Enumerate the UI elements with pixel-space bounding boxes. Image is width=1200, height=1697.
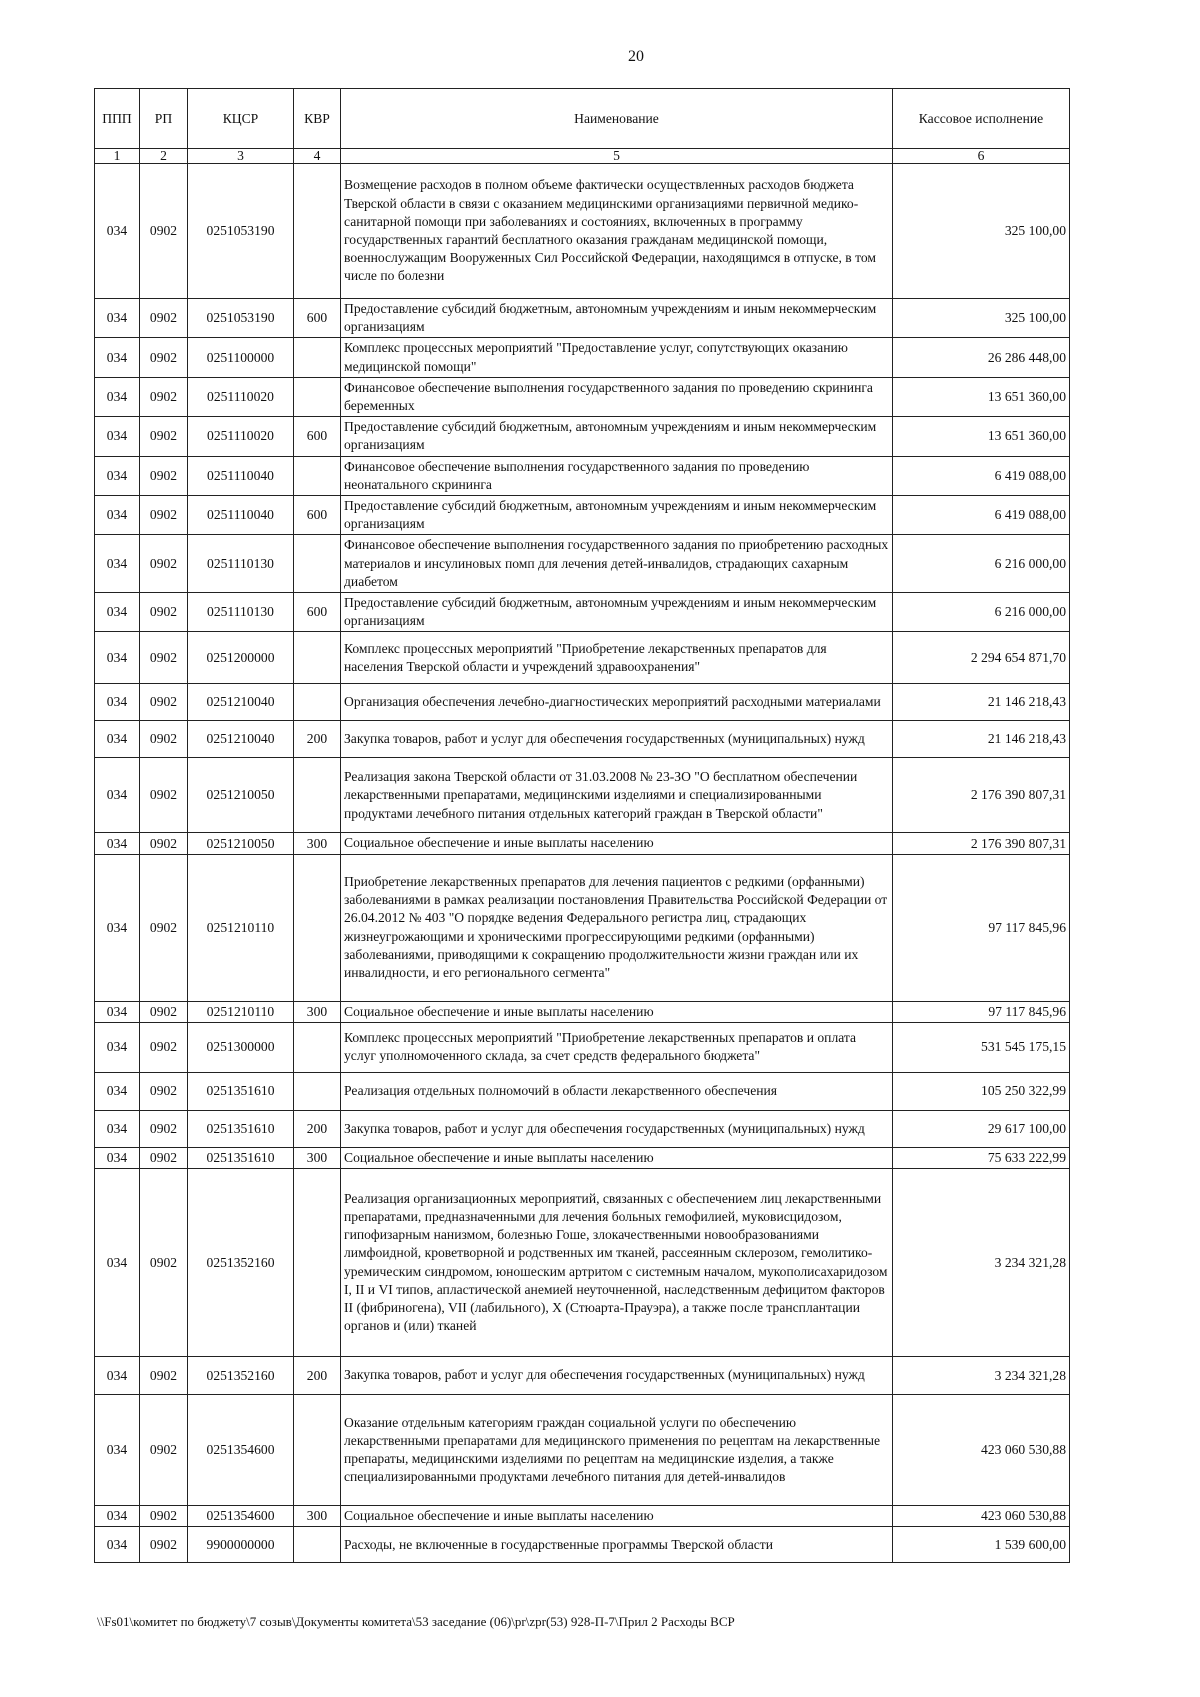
cell-name: Комплекс процессных мероприятий "Приобретение лекарственных препаратов и оплата услуг уполномоченного склада, за счет средств федерального бюджета": [341, 1022, 893, 1072]
table-row: [95, 535, 1070, 593]
cell-amount: 6 216 000,00: [893, 535, 1070, 593]
cell-kvr: [294, 1527, 341, 1563]
cell-kcsr: 0251351610: [188, 1072, 294, 1110]
cell-ppp: 034: [95, 1506, 140, 1527]
cell-name: Предоставление субсидий бюджетным, автономным учреждениям и иным некоммерческим организациям: [341, 417, 893, 456]
table-row: [95, 758, 1070, 833]
cell-ppp: 034: [95, 496, 140, 535]
cell-name: Финансовое обеспечение выполнения государственного задания по проведению неонатального скрининга: [341, 456, 893, 495]
cell-rp: 0902: [140, 721, 188, 758]
cell-name: Оказание отдельным категориям граждан социальной услуги по обеспечению лекарственными препаратами для медицинского применения по рецептам на лекарственные препараты, медицинскими изделиями по рецептам на медицинские изделия, а также специализированными продуктами лечебного питания для детей-инвалидов: [341, 1395, 893, 1506]
cell-name: Реализация организационных мероприятий, связанных с обеспечением лиц лекарственными препаратами, предназначенными для лечения больных гемофилией, муковисцидозом, гипофизарным нанизмом, болезнью Гоше, злокачественными новообразованиями лимфоидной, кроветворной и родственных им тканей, рассеянным склерозом, гемолитико-уремическим синдромом, юношеским артритом с системным началом, мукополисахаридозом I, II и VI типов, апластической анемией неуточненной, наследственным дефицитом факторов II (фибриногена), VII (лабильного), X (Стюарта-Прауэра), а также после трансплантации органов и (или) тканей: [341, 1169, 893, 1357]
cell-amount: 1 539 600,00: [893, 1527, 1070, 1563]
table-row: [95, 684, 1070, 721]
cell-kcsr: 0251354600: [188, 1395, 294, 1506]
cell-kcsr: 0251110040: [188, 496, 294, 535]
cell-kcsr: 0251351610: [188, 1110, 294, 1147]
cell-amount: 21 146 218,43: [893, 684, 1070, 721]
cell-kcsr: 0251210040: [188, 721, 294, 758]
cell-kcsr: 0251210040: [188, 684, 294, 721]
column-index: 6: [893, 149, 1070, 164]
header-amount: Кассовое исполнение: [893, 89, 1070, 149]
cell-rp: 0902: [140, 1110, 188, 1147]
cell-rp: 0902: [140, 1147, 188, 1168]
cell-kvr: 600: [294, 496, 341, 535]
cell-kvr: [294, 854, 341, 1001]
cell-rp: 0902: [140, 299, 188, 338]
cell-amount: 325 100,00: [893, 164, 1070, 299]
column-index: 5: [341, 149, 893, 164]
cell-amount: 29 617 100,00: [893, 1110, 1070, 1147]
table-row: [95, 456, 1070, 495]
cell-amount: 3 234 321,28: [893, 1357, 1070, 1395]
cell-kvr: [294, 535, 341, 593]
cell-kcsr: 9900000000: [188, 1527, 294, 1563]
cell-kvr: 300: [294, 1147, 341, 1168]
cell-kcsr: 0251110130: [188, 593, 294, 632]
cell-rp: 0902: [140, 854, 188, 1001]
cell-name: Комплекс процессных мероприятий "Приобретение лекарственных препаратов для населения Тверской области и учреждений здравоохранения": [341, 632, 893, 684]
cell-kvr: 200: [294, 1357, 341, 1395]
cell-kvr: [294, 632, 341, 684]
cell-kvr: [294, 1169, 341, 1357]
cell-ppp: 034: [95, 338, 140, 377]
cell-name: Социальное обеспечение и иные выплаты населению: [341, 1001, 893, 1022]
column-index-row: [95, 149, 1070, 164]
table-row: [95, 338, 1070, 377]
table-row: [95, 1395, 1070, 1506]
cell-kvr: 200: [294, 1110, 341, 1147]
cell-name: Расходы, не включенные в государственные программы Тверской области: [341, 1527, 893, 1563]
cell-name: Предоставление субсидий бюджетным, автономным учреждениям и иным некоммерческим организациям: [341, 593, 893, 632]
footer-file-path: \\Fs01\комитет по бюджету\7 созыв\Документы комитета\53 заседание (06)\pr\zpr(53) 928-П-7\Прил 2 Расходы ВСР: [97, 1614, 735, 1629]
cell-kvr: 600: [294, 417, 341, 456]
cell-amount: 97 117 845,96: [893, 854, 1070, 1001]
table-row: [95, 1169, 1070, 1357]
cell-name: Предоставление субсидий бюджетным, автономным учреждениям и иным некоммерческим организациям: [341, 496, 893, 535]
cell-name: Предоставление субсидий бюджетным, автономным учреждениям и иным некоммерческим организациям: [341, 299, 893, 338]
cell-rp: 0902: [140, 1169, 188, 1357]
cell-name: Социальное обеспечение и иные выплаты населению: [341, 833, 893, 854]
table-row: [95, 164, 1070, 299]
table-row: [95, 1357, 1070, 1395]
cell-kvr: [294, 1395, 341, 1506]
table-row: [95, 1001, 1070, 1022]
cell-kcsr: 0251210110: [188, 1001, 294, 1022]
cell-rp: 0902: [140, 1357, 188, 1395]
cell-amount: 3 234 321,28: [893, 1169, 1070, 1357]
cell-kvr: [294, 456, 341, 495]
cell-kcsr: 0251300000: [188, 1022, 294, 1072]
table-row: [95, 377, 1070, 416]
cell-rp: 0902: [140, 632, 188, 684]
cell-amount: 6 419 088,00: [893, 456, 1070, 495]
cell-name: Организация обеспечения лечебно-диагностических мероприятий расходными материалами: [341, 684, 893, 721]
cell-kcsr: 0251110040: [188, 456, 294, 495]
header-rp: РП: [140, 89, 188, 149]
cell-kcsr: 0251110020: [188, 377, 294, 416]
cell-kvr: [294, 758, 341, 833]
cell-kvr: [294, 1072, 341, 1110]
table-row: [95, 1022, 1070, 1072]
cell-amount: 6 419 088,00: [893, 496, 1070, 535]
header-kcsr: КЦСР: [188, 89, 294, 149]
cell-amount: 105 250 322,99: [893, 1072, 1070, 1110]
cell-rp: 0902: [140, 833, 188, 854]
cell-kcsr: 0251352160: [188, 1357, 294, 1395]
cell-kcsr: 0251210050: [188, 833, 294, 854]
table-row: [95, 1527, 1070, 1563]
cell-ppp: 034: [95, 1147, 140, 1168]
cell-kcsr: 0251053190: [188, 164, 294, 299]
cell-kcsr: 0251110020: [188, 417, 294, 456]
cell-ppp: 034: [95, 1357, 140, 1395]
cell-ppp: 034: [95, 1169, 140, 1357]
column-index: 2: [140, 149, 188, 164]
cell-kcsr: 0251351610: [188, 1147, 294, 1168]
cell-name: Реализация отдельных полномочий в области лекарственного обеспечения: [341, 1072, 893, 1110]
cell-kcsr: 0251354600: [188, 1506, 294, 1527]
table-row: [95, 721, 1070, 758]
column-index: 1: [95, 149, 140, 164]
cell-ppp: 034: [95, 164, 140, 299]
table-row: [95, 1072, 1070, 1110]
cell-rp: 0902: [140, 338, 188, 377]
cell-rp: 0902: [140, 1072, 188, 1110]
cell-name: Реализация закона Тверской области от 31.03.2008 № 23-ЗО "О бесплатном обеспечении лекарственными препаратами, медицинскими изделиями и специализированными продуктами лечебного питания отдельных категорий граждан в Тверской области": [341, 758, 893, 833]
table-row: [95, 1147, 1070, 1168]
table-row: [95, 1506, 1070, 1527]
cell-rp: 0902: [140, 1001, 188, 1022]
cell-kvr: 300: [294, 833, 341, 854]
cell-kvr: 600: [294, 299, 341, 338]
cell-name: Возмещение расходов в полном объеме фактически осуществленных расходов бюджета Тверской области в связи с оказанием медицинскими организациями первичной медико-санитарной помощи при заболеваниях и состояниях, включенных в программу государственных гарантий бесплатного оказания гражданам медицинской помощи, военнослужащим Вооруженных Сил Российской Федерации, находящимся в отпуске, в том числе по болезни: [341, 164, 893, 299]
budget-expenditure-table: [94, 88, 1070, 1563]
cell-ppp: 034: [95, 299, 140, 338]
cell-ppp: 034: [95, 684, 140, 721]
cell-ppp: 034: [95, 535, 140, 593]
cell-name: Финансовое обеспечение выполнения государственного задания по приобретению расходных материалов и инсулиновых помп для лечения детей-инвалидов, страдающих сахарным диабетом: [341, 535, 893, 593]
cell-ppp: 034: [95, 1001, 140, 1022]
cell-amount: 75 633 222,99: [893, 1147, 1070, 1168]
cell-amount: 13 651 360,00: [893, 417, 1070, 456]
cell-kvr: [294, 377, 341, 416]
cell-ppp: 034: [95, 1395, 140, 1506]
cell-kvr: [294, 1022, 341, 1072]
cell-rp: 0902: [140, 593, 188, 632]
cell-amount: 2 176 390 807,31: [893, 833, 1070, 854]
column-index: 3: [188, 149, 294, 164]
cell-ppp: 034: [95, 593, 140, 632]
cell-amount: 6 216 000,00: [893, 593, 1070, 632]
cell-amount: 26 286 448,00: [893, 338, 1070, 377]
cell-amount: 2 176 390 807,31: [893, 758, 1070, 833]
table-row: [95, 593, 1070, 632]
cell-name: Финансовое обеспечение выполнения государственного задания по проведению скрининга беременных: [341, 377, 893, 416]
header-name: Наименование: [341, 89, 893, 149]
cell-ppp: 034: [95, 377, 140, 416]
cell-name: Комплекс процессных мероприятий "Предоставление услуг, сопутствующих оказанию медицинской помощи": [341, 338, 893, 377]
cell-rp: 0902: [140, 496, 188, 535]
cell-kcsr: 0251053190: [188, 299, 294, 338]
cell-name: Приобретение лекарственных препаратов для лечения пациентов с редкими (орфанными) заболеваниями в рамках реализации постановления Правительства Российской Федерации от 26.04.2012 № 403 "О порядке ведения Федерального регистра лиц, страдающих жизнеугрожающими и хроническими прогрессирующими редкими (орфанными) заболеваниями, приводящими к сокращению продолжительности жизни граждан или их инвалидности, и его регионального сегмента": [341, 854, 893, 1001]
table-row: [95, 496, 1070, 535]
cell-name: Социальное обеспечение и иные выплаты населению: [341, 1506, 893, 1527]
header-ppp: ППП: [95, 89, 140, 149]
table-row: [95, 417, 1070, 456]
header-kvr: КВР: [294, 89, 341, 149]
column-index: 4: [294, 149, 341, 164]
cell-rp: 0902: [140, 1395, 188, 1506]
table-row: [95, 1110, 1070, 1147]
cell-name: Закупка товаров, работ и услуг для обеспечения государственных (муниципальных) нужд: [341, 1110, 893, 1147]
cell-kcsr: 0251210050: [188, 758, 294, 833]
cell-rp: 0902: [140, 1527, 188, 1563]
cell-kvr: 200: [294, 721, 341, 758]
cell-name: Социальное обеспечение и иные выплаты населению: [341, 1147, 893, 1168]
cell-amount: 21 146 218,43: [893, 721, 1070, 758]
cell-ppp: 034: [95, 1072, 140, 1110]
cell-rp: 0902: [140, 417, 188, 456]
cell-ppp: 034: [95, 456, 140, 495]
table-row: [95, 833, 1070, 854]
cell-ppp: 034: [95, 833, 140, 854]
cell-kvr: [294, 164, 341, 299]
table-row: [95, 854, 1070, 1001]
cell-rp: 0902: [140, 1022, 188, 1072]
cell-ppp: 034: [95, 854, 140, 1001]
cell-amount: 325 100,00: [893, 299, 1070, 338]
cell-amount: 13 651 360,00: [893, 377, 1070, 416]
cell-kvr: 600: [294, 593, 341, 632]
cell-kcsr: 0251210110: [188, 854, 294, 1001]
table-row: [95, 632, 1070, 684]
cell-amount: 423 060 530,88: [893, 1506, 1070, 1527]
cell-ppp: 034: [95, 1527, 140, 1563]
cell-rp: 0902: [140, 684, 188, 721]
cell-ppp: 034: [95, 1022, 140, 1072]
cell-name: Закупка товаров, работ и услуг для обеспечения государственных (муниципальных) нужд: [341, 1357, 893, 1395]
cell-ppp: 034: [95, 758, 140, 833]
cell-kvr: 300: [294, 1506, 341, 1527]
cell-kcsr: 0251352160: [188, 1169, 294, 1357]
table-row: [95, 299, 1070, 338]
cell-rp: 0902: [140, 758, 188, 833]
header-row: [95, 89, 1070, 149]
cell-rp: 0902: [140, 456, 188, 495]
cell-kcsr: 0251100000: [188, 338, 294, 377]
page-number: 20: [628, 48, 644, 65]
cell-ppp: 034: [95, 721, 140, 758]
cell-kvr: [294, 338, 341, 377]
cell-rp: 0902: [140, 1506, 188, 1527]
cell-kvr: 300: [294, 1001, 341, 1022]
cell-amount: 2 294 654 871,70: [893, 632, 1070, 684]
cell-ppp: 034: [95, 1110, 140, 1147]
cell-amount: 97 117 845,96: [893, 1001, 1070, 1022]
cell-amount: 423 060 530,88: [893, 1395, 1070, 1506]
cell-amount: 531 545 175,15: [893, 1022, 1070, 1072]
cell-ppp: 034: [95, 632, 140, 684]
cell-kcsr: 0251110130: [188, 535, 294, 593]
cell-name: Закупка товаров, работ и услуг для обеспечения государственных (муниципальных) нужд: [341, 721, 893, 758]
cell-rp: 0902: [140, 377, 188, 416]
cell-kvr: [294, 684, 341, 721]
cell-rp: 0902: [140, 535, 188, 593]
cell-kcsr: 0251200000: [188, 632, 294, 684]
cell-rp: 0902: [140, 164, 188, 299]
cell-ppp: 034: [95, 417, 140, 456]
